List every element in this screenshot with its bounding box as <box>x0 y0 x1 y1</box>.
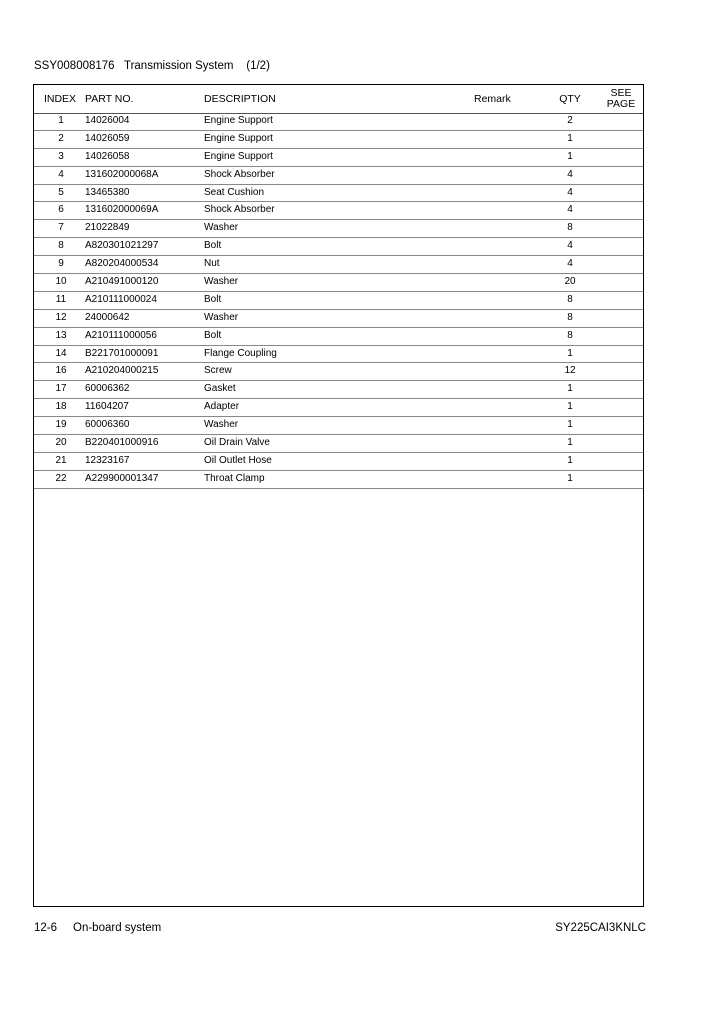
cell-description: Shock Absorber <box>204 168 275 180</box>
cell-description: Washer <box>204 222 239 234</box>
table-header <box>34 85 643 114</box>
table-row <box>34 363 643 381</box>
cell-qty: 4 <box>567 204 573 216</box>
table-row <box>34 167 643 185</box>
table-row <box>34 453 643 471</box>
cell-qty: 12 <box>564 365 576 377</box>
cell-qty: 20 <box>564 276 576 288</box>
cell-qty: 8 <box>567 311 573 323</box>
cell-index: 16 <box>55 365 67 377</box>
footer-model: SY225CAI3KNLC <box>555 922 646 934</box>
footer-section: On-board system <box>73 922 162 934</box>
column-header-remark: Remark <box>474 93 511 105</box>
cell-description: Engine Support <box>204 132 273 144</box>
table-row <box>34 471 643 489</box>
cell-description: Gasket <box>204 383 236 395</box>
cell-index: 14 <box>55 347 67 359</box>
cell-part-no: 14026004 <box>85 115 130 126</box>
cell-part-no: B220401000916 <box>85 437 159 449</box>
footer-left <box>34 922 161 934</box>
cell-index: 11 <box>55 293 67 305</box>
cell-qty: 2 <box>567 115 573 126</box>
cell-description: Oil Outlet Hose <box>204 454 272 466</box>
table-row <box>34 310 643 328</box>
cell-qty: 1 <box>567 347 573 359</box>
cell-qty: 1 <box>567 419 573 431</box>
cell-part-no: 14026059 <box>85 132 130 144</box>
table-row <box>34 185 643 203</box>
table-row <box>34 292 643 310</box>
cell-index: 1 <box>58 115 64 126</box>
cell-index: 19 <box>55 419 67 431</box>
cell-part-no: 12323167 <box>85 454 130 466</box>
cell-qty: 4 <box>567 258 573 270</box>
cell-part-no: A210204000215 <box>85 365 159 377</box>
table-row <box>34 381 643 399</box>
cell-description: Flange Coupling <box>204 347 277 359</box>
table-row <box>34 435 643 453</box>
cell-description: Washer <box>204 419 239 431</box>
doc-code: SSY008008176 <box>34 60 115 72</box>
cell-index: 9 <box>58 258 64 270</box>
cell-qty: 4 <box>567 240 573 252</box>
column-header-part-no: PART NO. <box>85 93 134 105</box>
cell-description: Nut <box>204 258 220 270</box>
cell-description: Engine Support <box>204 150 273 162</box>
parts-table <box>33 84 644 907</box>
cell-part-no: 11604207 <box>85 401 129 413</box>
cell-qty: 8 <box>567 293 573 305</box>
cell-qty: 1 <box>567 401 573 413</box>
cell-description: Bolt <box>204 293 222 305</box>
column-header-qty: QTY <box>559 93 581 105</box>
cell-description: Shock Absorber <box>204 204 275 216</box>
table-row <box>34 417 643 435</box>
cell-index: 6 <box>58 204 64 216</box>
cell-description: Oil Drain Valve <box>204 437 270 449</box>
cell-index: 3 <box>58 150 64 162</box>
see-page-line1: SEE <box>610 87 632 99</box>
table-row <box>34 256 643 274</box>
cell-description: Screw <box>204 365 232 377</box>
table-row <box>34 328 643 346</box>
cell-index: 22 <box>55 472 67 484</box>
cell-index: 21 <box>55 454 67 466</box>
cell-index: 20 <box>55 437 67 449</box>
cell-qty: 1 <box>567 437 573 449</box>
cell-description: Bolt <box>204 329 222 341</box>
table-row <box>34 346 643 364</box>
table-row <box>34 274 643 292</box>
cell-description: Engine Support <box>204 115 273 126</box>
cell-part-no: 131602000069A <box>85 204 159 216</box>
table-row <box>34 149 643 167</box>
cell-index: 18 <box>55 401 67 413</box>
cell-description: Bolt <box>204 240 222 252</box>
table-row <box>34 399 643 417</box>
document-header <box>34 60 270 72</box>
cell-part-no: A210491000120 <box>85 276 159 288</box>
cell-description: Adapter <box>204 401 240 413</box>
cell-part-no: A820301021297 <box>85 240 159 252</box>
cell-index: 5 <box>58 186 64 198</box>
cell-index: 7 <box>58 222 64 234</box>
cell-part-no: 60006360 <box>85 419 130 431</box>
cell-qty: 4 <box>567 168 573 180</box>
cell-part-no: A210111000024 <box>85 293 157 305</box>
cell-qty: 8 <box>567 222 573 234</box>
cell-index: 17 <box>55 383 67 395</box>
cell-index: 8 <box>58 240 64 252</box>
cell-part-no: 24000642 <box>85 311 130 323</box>
cell-description: Washer <box>204 311 239 323</box>
cell-part-no: B221701000091 <box>85 347 159 359</box>
table-row <box>34 220 643 238</box>
table-row <box>34 131 643 149</box>
cell-part-no: A229900001347 <box>85 472 159 484</box>
cell-part-no: 13465380 <box>85 186 130 198</box>
column-header-description: DESCRIPTION <box>204 93 276 105</box>
cell-index: 4 <box>58 168 64 180</box>
cell-qty: 1 <box>567 132 573 144</box>
table-row <box>34 238 643 256</box>
cell-part-no: 21022849 <box>85 222 130 234</box>
cell-qty: 4 <box>567 186 573 198</box>
column-header-index: INDEX <box>43 93 77 105</box>
cell-index: 2 <box>58 132 64 144</box>
cell-index: 13 <box>55 329 67 341</box>
column-header-see-page <box>604 85 638 113</box>
cell-qty: 1 <box>567 150 573 162</box>
cell-part-no: 14026058 <box>85 150 130 162</box>
cell-description: Washer <box>204 276 239 288</box>
cell-qty: 1 <box>567 383 573 395</box>
table-body <box>34 113 643 489</box>
cell-part-no: 60006362 <box>85 383 130 395</box>
system-title: Transmission System <box>123 60 234 72</box>
cell-description: Seat Cushion <box>204 186 265 198</box>
table-row <box>34 202 643 220</box>
cell-qty: 1 <box>567 472 573 484</box>
table-row <box>34 113 643 131</box>
cell-description: Throat Clamp <box>204 472 265 484</box>
cell-index: 10 <box>55 276 67 288</box>
cell-index: 12 <box>55 311 67 323</box>
cell-qty: 1 <box>567 454 573 466</box>
cell-qty: 8 <box>567 329 573 341</box>
cell-part-no: A820204000534 <box>85 258 159 270</box>
page-of: (1/2) <box>246 60 270 72</box>
footer-page-number: 12-6 <box>34 922 58 934</box>
cell-part-no: 131602000068A <box>85 168 159 180</box>
cell-part-no: A210111000056 <box>85 329 157 341</box>
see-page-line2: PAGE <box>606 98 636 110</box>
